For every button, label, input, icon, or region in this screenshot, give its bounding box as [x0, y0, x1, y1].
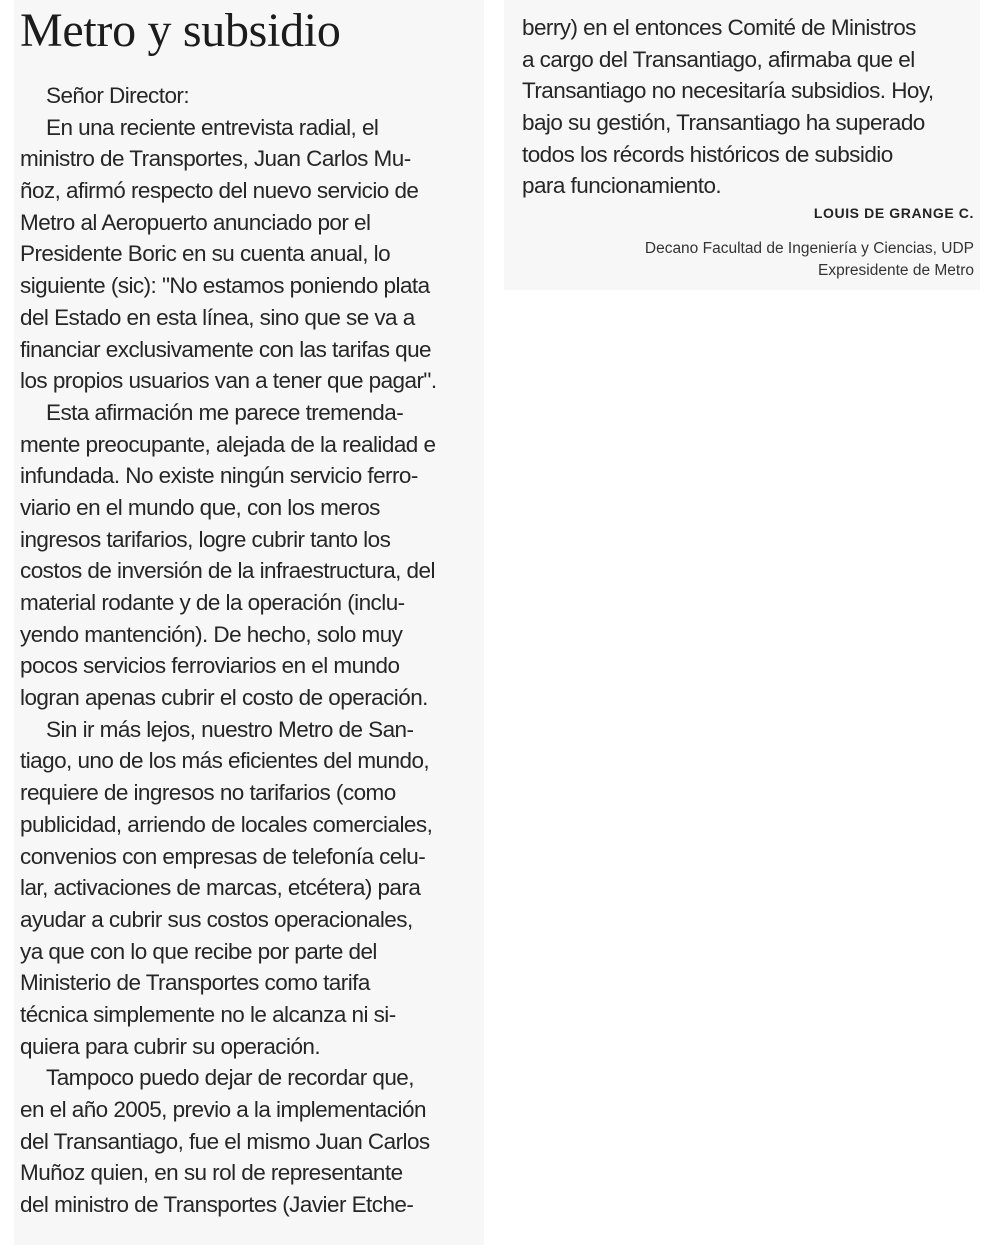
body-text-line: mente preocupante, alejada de la realidad e: [20, 431, 436, 457]
author-affiliation: [645, 238, 974, 282]
left-column: [14, 0, 484, 1245]
body-text-line: costos de inversión de la infraestructura, del: [20, 558, 435, 584]
body-text-line: En una reciente entrevista radial, el: [46, 114, 379, 140]
body-text-line: tiago, uno de los más eficientes del mundo,: [20, 748, 430, 774]
body-text-line: los propios usuarios van a tener que pagar".: [20, 368, 437, 394]
body-text-line: ayudar a cubrir sus costos operacionales,: [20, 906, 413, 932]
body-text-line: Metro al Aeropuerto anunciado por el: [20, 209, 371, 235]
body-text-line: pocos servicios ferroviarios en el mundo: [20, 653, 400, 679]
body-text-line: infundada. No existe ningún servicio ferro-: [20, 463, 418, 489]
body-text-line: ingresos tarifarios, logre cubrir tanto los: [20, 526, 391, 552]
body-text-line: Ministerio de Transportes como tarifa: [20, 970, 370, 996]
article-body-left: [20, 80, 437, 1221]
right-column: [504, 0, 980, 290]
body-text-line: del Estado en esta línea, sino que se va a: [20, 304, 415, 330]
body-text-line: berry) en el entonces Comité de Ministros: [522, 15, 916, 40]
body-text-line: del ministro de Transportes (Javier Etche-: [20, 1192, 414, 1218]
body-text-line: Tampoco puedo dejar de recordar que,: [46, 1065, 414, 1091]
body-text-line: siguiente (sic): "No estamos poniendo plata: [20, 273, 430, 299]
body-text-line: quiera para cubrir su operación.: [20, 1033, 321, 1059]
affiliation-line: Decano Facultad de Ingeniería y Ciencias, UDP: [644, 240, 974, 257]
body-text-line: publicidad, arriendo de locales comerciales,: [20, 811, 433, 837]
body-text-line: del Transantiago, fue el mismo Juan Carlos: [20, 1128, 430, 1154]
body-text-line: material rodante y de la operación (inclu-: [20, 590, 405, 615]
body-text-line: técnica simplemente no le alcanza ni si-: [20, 1001, 396, 1027]
affiliation-line: Expresidente de Metro: [818, 262, 974, 279]
body-text-line: lar, activaciones de marcas, etcétera) para: [20, 875, 421, 901]
body-text-line: Esta afirmación me parece tremenda-: [46, 399, 404, 425]
article-body-right: [522, 12, 934, 202]
body-text-line: en el año 2005, previo a la implementación: [20, 1097, 426, 1122]
body-text-line: ministro de Transportes, Juan Carlos Mu-: [20, 146, 411, 172]
body-text-line: ya que con lo que recibe por parte del: [20, 938, 377, 964]
body-text-line: requiere de ingresos no tarifarios (como: [20, 780, 396, 806]
body-text-line: logran apenas cubrir el costo de operación.: [20, 685, 428, 711]
body-text-line: Señor Director:: [46, 83, 190, 108]
body-text-line: viario en el mundo que, con los meros: [20, 494, 380, 520]
body-text-line: todos los récords históricos de subsidio: [522, 141, 893, 167]
body-text-line: convenios con empresas de telefonía celu-: [20, 843, 426, 869]
body-text-line: Presidente Boric en su cuenta anual, lo: [20, 241, 391, 267]
body-text-line: bajo su gestión, Transantiago ha superado: [522, 110, 925, 136]
article-title: Metro y subsidio: [20, 4, 341, 57]
body-text-line: Muñoz quien, en su rol de representante: [20, 1160, 403, 1186]
body-text-line: a cargo del Transantiago, afirmaba que el: [522, 46, 915, 72]
body-text-line: financiar exclusivamente con las tarifas que: [20, 336, 432, 362]
body-text-line: Transantiago no necesitaría subsidios. Hoy,: [522, 78, 934, 104]
body-text-line: yendo mantención). De hecho, solo muy: [20, 621, 403, 647]
author-signature: LOUIS DE GRANGE C.: [813, 205, 974, 221]
body-text-line: ñoz, afirmó respecto del nuevo servicio de: [20, 178, 419, 204]
body-text-line: para funcionamiento.: [522, 173, 722, 199]
body-text-line: Sin ir más lejos, nuestro Metro de San-: [46, 716, 414, 742]
